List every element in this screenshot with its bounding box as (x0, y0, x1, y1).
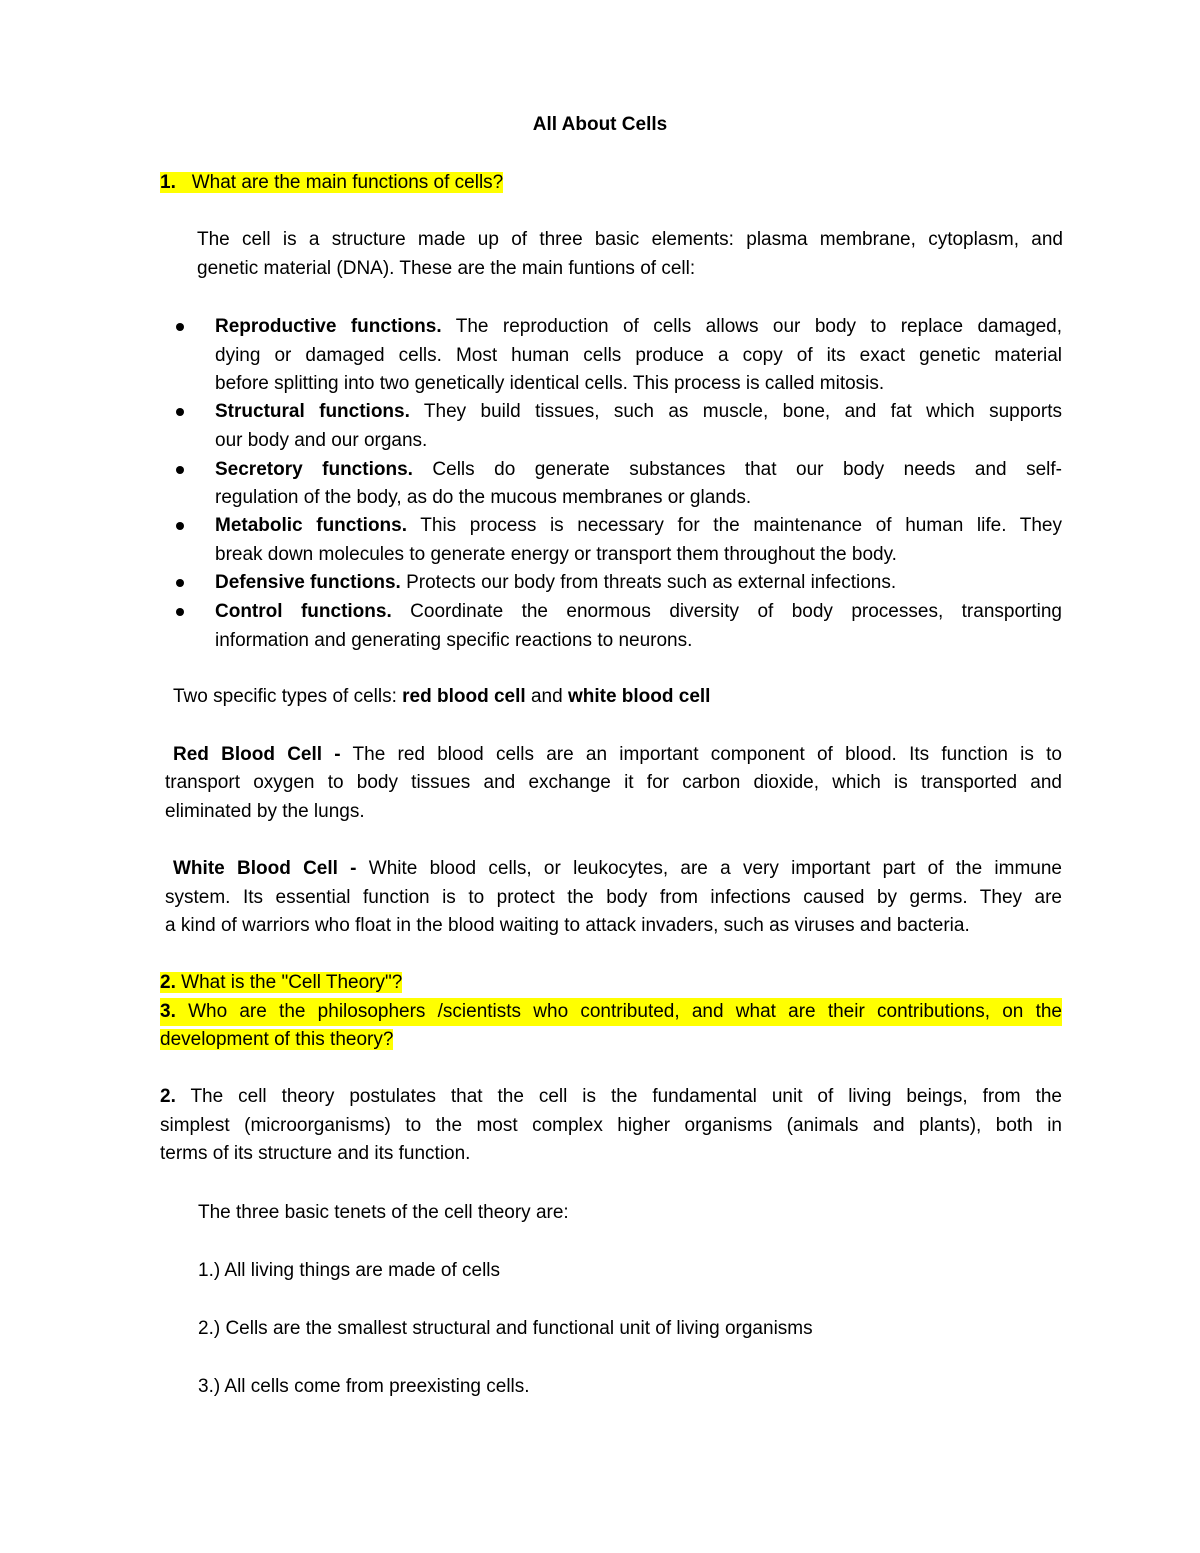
function-secretory-line-2: regulation of the body, as do the mucous membranes or glands. (215, 487, 752, 508)
red-blood-cell-line-3: eliminated by the lungs. (165, 801, 365, 822)
answer-2-line-1: 2. The cell theory postulates that the cell is the fundamental unit of living beings, from the (160, 1086, 1062, 1107)
document-title: All About Cells (532, 114, 668, 135)
answer-2-line-3: terms of its structure and its function. (160, 1143, 471, 1164)
question-1-number: 1. (160, 172, 176, 193)
question-2: 2. What is the "Cell Theory"? (160, 972, 403, 993)
tenet-2: 2.) Cells are the smallest structural and functional unit of living organisms (198, 1318, 813, 1339)
function-metabolic-line-2: break down molecules to generate energy or transport them throughout the body. (215, 544, 897, 565)
bullet-icon (176, 522, 184, 530)
bullet-icon (176, 323, 184, 331)
function-structural-line-2: our body and our organs. (215, 430, 428, 451)
intro-line-1: The cell is a structure made up of three basic elements: plasma membrane, cytoplasm, and (197, 229, 1063, 250)
answer-2-line-2: simplest (microorganisms) to the most complex higher organisms (animals and plants), both in (160, 1115, 1062, 1136)
function-reproductive-line-1: Reproductive functions. The reproduction of cells allows our body to replace damaged, (215, 316, 1062, 337)
bullet-icon (176, 466, 184, 474)
question-1 (160, 169, 503, 197)
function-reproductive-line-3: before splitting into two genetically identical cells. This process is called mitosis. (215, 373, 885, 394)
function-metabolic-line-1: Metabolic functions. This process is necessary for the maintenance of human life. They (215, 515, 1062, 536)
question-3-line-2: development of this theory? (160, 1029, 394, 1050)
red-blood-cell-line-1: Red Blood Cell - The red blood cells are an important component of blood. Its function is to (173, 744, 1062, 765)
function-control-line-1: Control functions. Coordinate the enormous diversity of body processes, transporting (215, 601, 1062, 622)
function-secretory-line-1: Secretory functions. Cells do generate substances that our body needs and self- (215, 459, 1062, 480)
tenet-1: 1.) All living things are made of cells (198, 1260, 501, 1281)
question-1-text: What are the main functions of cells? (191, 172, 504, 193)
white-blood-cell-line-3: a kind of warriors who float in the blood waiting to attack invaders, such as viruses and bacteria. (165, 915, 970, 936)
question-3-line-1: 3. Who are the philosophers /scientists who contributed, and what are their contributions, on the (160, 998, 1062, 1026)
intro-line-2: genetic material (DNA). These are the main funtions of cell: (197, 258, 696, 279)
function-reproductive-line-2: dying or damaged cells. Most human cells produce a copy of its exact genetic material (215, 345, 1062, 366)
function-control-line-2: information and generating specific reactions to neurons. (215, 630, 693, 651)
function-defensive-line-1: Defensive functions. Protects our body from threats such as external infections. (215, 572, 897, 593)
white-blood-cell-line-1: White Blood Cell - White blood cells, or leukocytes, are a very important part of the immune (173, 858, 1062, 879)
bullet-icon (176, 579, 184, 587)
cell-types-line: Two specific types of cells: red blood cell and white blood cell (173, 686, 711, 707)
red-blood-cell-line-2: transport oxygen to body tissues and exchange it for carbon dioxide, which is transported and (165, 772, 1062, 793)
tenet-3: 3.) All cells come from preexisting cells. (198, 1376, 530, 1397)
tenets-intro: The three basic tenets of the cell theory are: (198, 1202, 569, 1223)
function-structural-line-1: Structural functions. They build tissues, such as muscle, bone, and fat which supports (215, 401, 1062, 422)
bullet-icon (176, 608, 184, 616)
white-blood-cell-line-2: system. Its essential function is to protect the body from infections caused by germs. They are (165, 887, 1062, 908)
bullet-icon (176, 408, 184, 416)
